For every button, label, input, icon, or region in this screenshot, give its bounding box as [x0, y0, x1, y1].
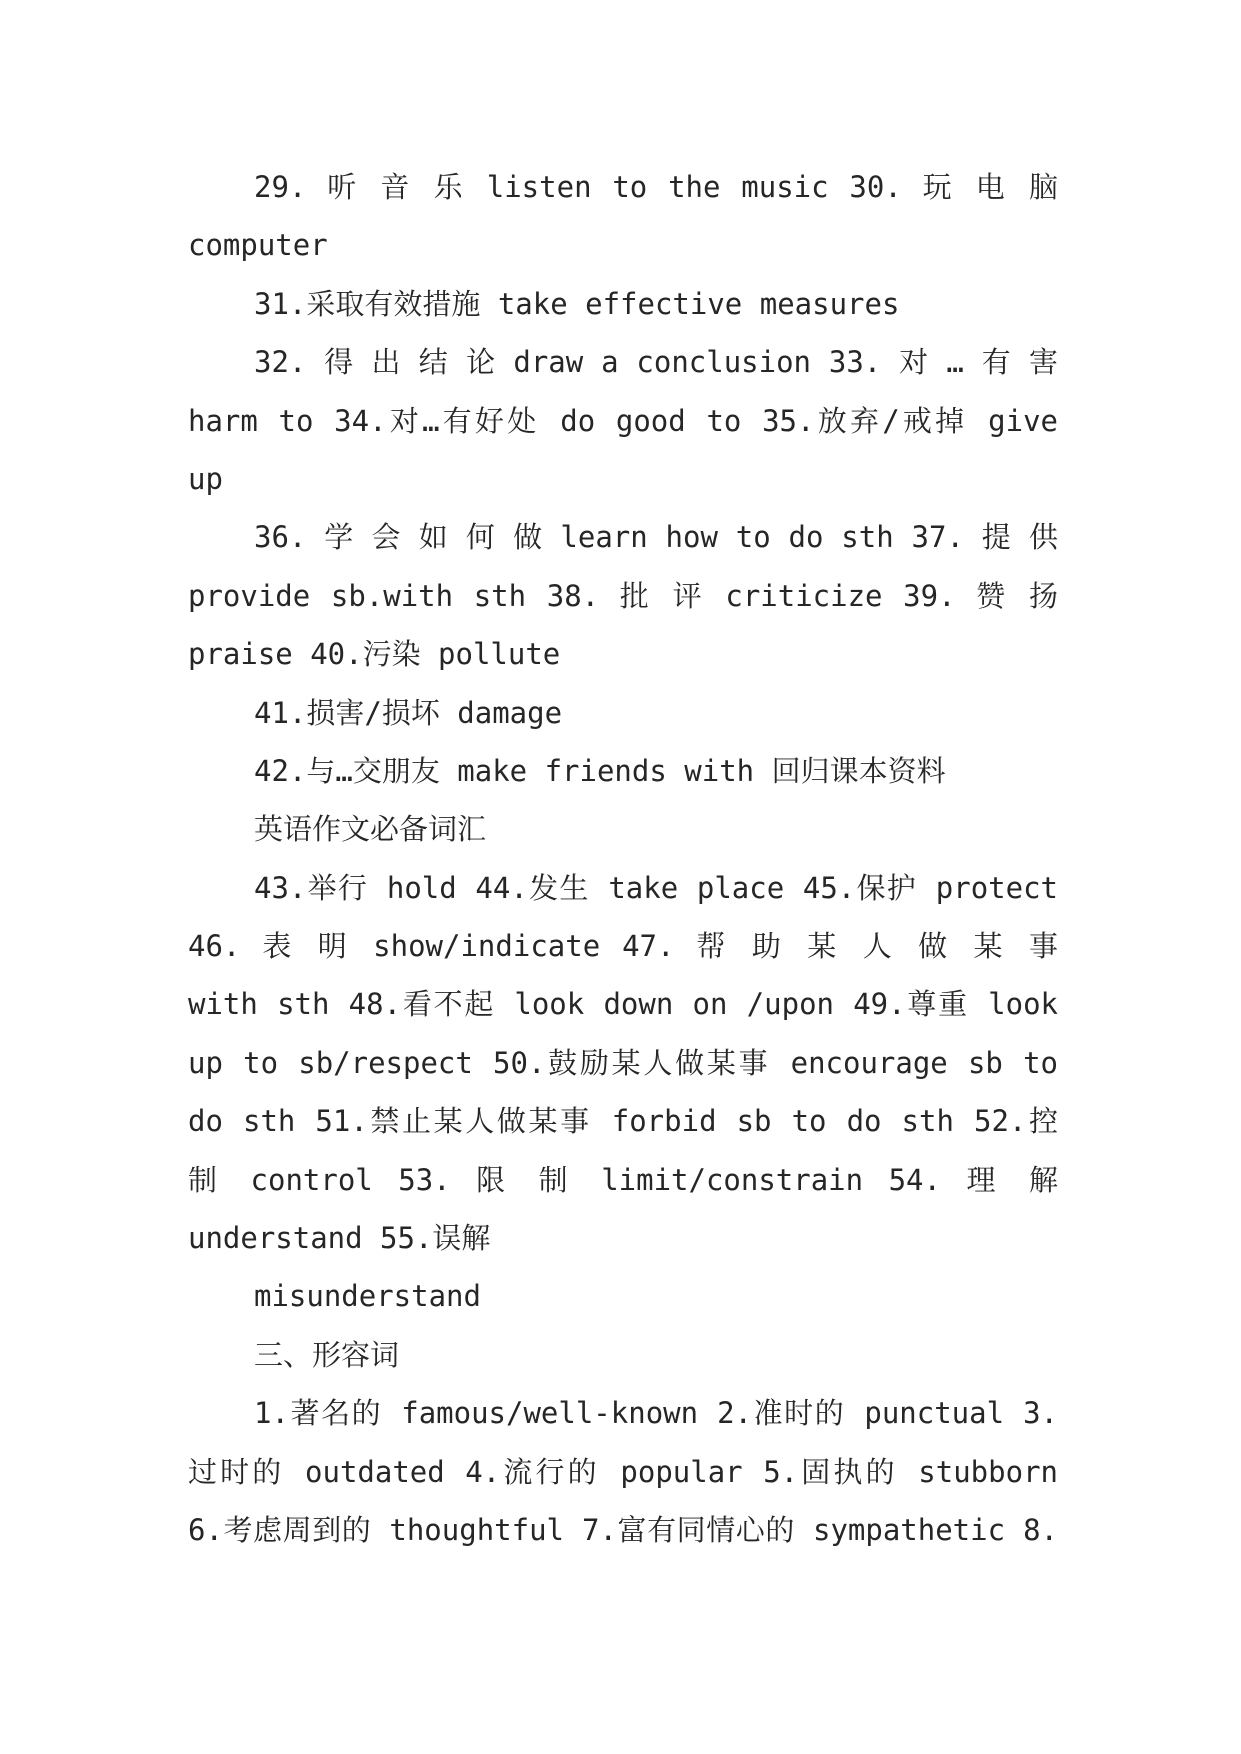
text-line: 1.著名的 famous/well-known 2.准时的 punctual 3. — [254, 1396, 1058, 1431]
text-line: 制 control 53. 限 制 limit/constrain 54. 理 解 — [188, 1162, 1058, 1197]
text-line: provide sb.with sth 38. 批 评 criticize 39. 赞 扬 — [188, 578, 1058, 613]
text-line: do sth 51.禁止某人做某事 forbid sb to do sth 52.控 — [188, 1104, 1058, 1139]
text-line: 46. 表 明 show/indicate 47. 帮 助 某 人 做 某 事 — [188, 929, 1058, 964]
text-line: 31.采取有效措施 take effective measures — [254, 286, 900, 321]
text-line: praise 40.污染 pollute — [188, 637, 561, 672]
text-line: 36. 学 会 如 何 做 learn how to do sth 37. 提 供 — [254, 520, 1058, 555]
section-heading: 三、形容词 — [254, 1337, 400, 1372]
text-line: 过时的 outdated 4.流行的 popular 5.固执的 stubborn — [188, 1454, 1058, 1489]
text-line: up — [188, 461, 223, 496]
text-line: 6.考虑周到的 thoughtful 7.富有同情心的 sympathetic 8. — [188, 1512, 1058, 1547]
text-line: 29. 听 音 乐 listen to the music 30. 玩 电 脑 — [254, 170, 1058, 204]
text-line: up to sb/respect 50.鼓励某人做某事 encourage sb to — [188, 1045, 1058, 1080]
text-line: 32. 得 出 结 论 draw a conclusion 33. 对 … 有 害 — [254, 345, 1058, 380]
text-line: 43.举行 hold 44.发生 take place 45.保护 protect — [254, 870, 1058, 905]
text-line: 英语作文必备词汇 — [254, 812, 487, 847]
text-line: understand 55.误解 — [188, 1221, 491, 1256]
text-line: 42.与…交朋友 make friends with 回归课本资料 — [254, 753, 946, 788]
text-line: with sth 48.看不起 look down on /upon 49.尊重 look — [188, 987, 1058, 1022]
document-page — [188, 158, 1058, 1559]
text-line: computer — [188, 228, 328, 263]
text-line: misunderstand — [254, 1279, 481, 1314]
text-line: 41.损害/损坏 damage — [254, 695, 563, 730]
text-line: harm to 34.对…有好处 do good to 35.放弃/戒掉 give — [188, 403, 1058, 438]
